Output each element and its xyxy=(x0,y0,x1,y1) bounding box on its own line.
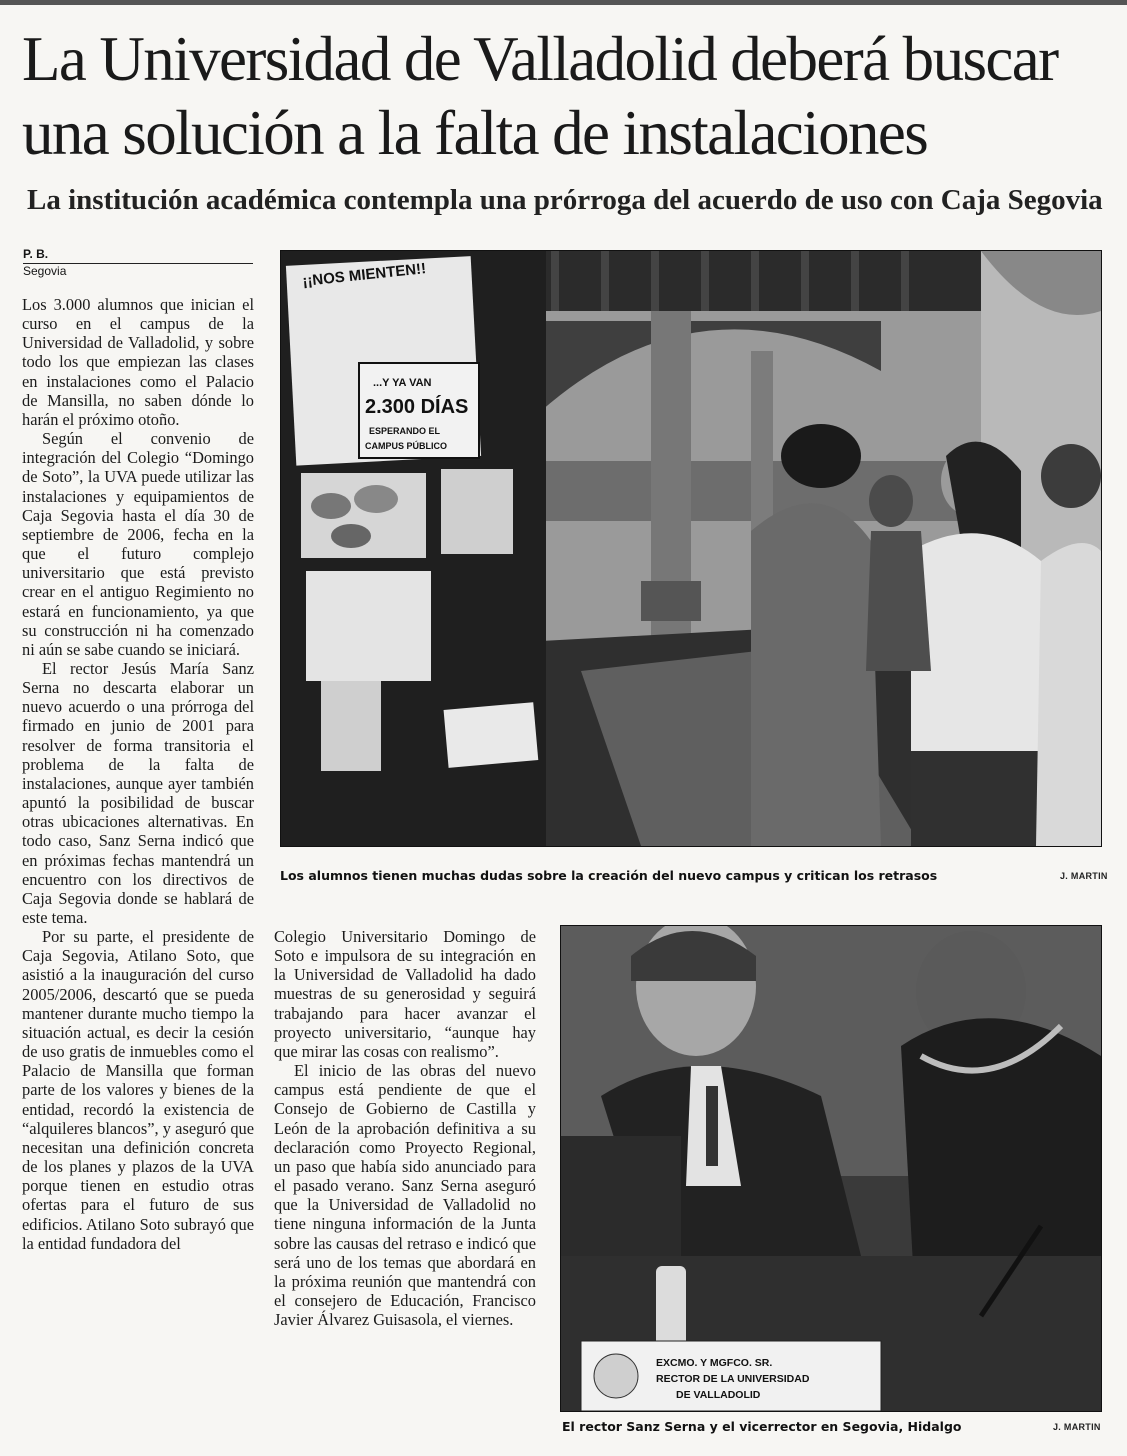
students-photo-illustration xyxy=(281,251,1101,846)
rector-photo-illustration xyxy=(561,926,1101,1411)
headline: La Universidad de Valladolid deberá buscar una solución a la falta de instalaciones xyxy=(22,24,1058,168)
rector-photo xyxy=(560,925,1102,1412)
photo-caption: Los alumnos tienen muchas dudas sobre la creación del nuevo campus y critican los retrasos xyxy=(280,868,938,883)
students-photo xyxy=(280,250,1102,847)
photo-caption: El rector Sanz Serna y el vicerrector en Segovia, Hidalgo xyxy=(562,1419,962,1434)
byline xyxy=(23,247,253,279)
paragraph: El rector Jesús María Sanz Serna no descarta elaborar un nuevo acuerdo o una prórroga del firmado en junio de 2001 para resolver de forma transitoria el problema de la falta de instalaciones, aunque ayer también apuntó la posibilidad de buscar otras ubicaciones alternativas. En todo caso, Sanz Serna indicó que en próximas fechas mantendrá un encuentro con los directivos de Caja Segovia donde se hablará de este tema. xyxy=(22,658,254,927)
byline-author: P. B. xyxy=(23,247,253,264)
protest-sign-days: 2.300 DÍAS xyxy=(365,396,469,418)
protest-sign-line: ESPERANDO EL xyxy=(369,426,441,436)
nameplate-line: DE VALLADOLID xyxy=(676,1389,761,1401)
protest-sign-line: CAMPUS PÚBLICO xyxy=(365,441,448,451)
paragraph: El inicio de las obras del nuevo campus está pendiente de que el Consejo de Gobierno de Castilla y León de la aprobación definitiva a su declaración como Proyecto Regional, un paso que había sido anunciado para el pasado verano. Sanz Serna aseguró que la Universidad de Valladolid no tiene ninguna información de la Junta sobre las causas del retraso e indicó que será uno de los temas que abordará en la próxima reunión que mantendrá con el consejero de Educación, Francisco Javier Álvarez Guisasola, el viernes. xyxy=(274,1061,536,1330)
nameplate-line: RECTOR DE LA UNIVERSIDAD xyxy=(656,1373,810,1385)
nameplate-line: EXCMO. Y MGFCO. SR. xyxy=(656,1357,773,1369)
article-column-2 xyxy=(274,927,536,1447)
paragraph: Según el convenio de integración del Colegio “Domingo de Soto”, la UVA puede utilizar las instalaciones y equipamientos de Caja Segovia hasta el día 30 de septiembre de 2006, fecha en la que el futuro complejo universitario que está previsto crear en el antiguo Regimiento no estará en funcionamiento, ya que su construcción ni ha comenzado ni aún se sabe cuando se iniciará. xyxy=(22,429,254,659)
photo-credit: J. MARTIN xyxy=(1060,871,1108,881)
protest-sign-line: ...Y YA VAN xyxy=(373,377,432,389)
paragraph: Por su parte, el presidente de Caja Segovia, Atilano Soto, que asistió a la inauguración del curso 2005/2006, descartó que se pueda mantener durante mucho tiempo la situación actual, es decir la cesión de uso gratis de inmuebles como el Palacio de Mansilla que forman parte de los valores y bienes de la entidad, recordó la existencia de “alquileres blancos”, y aseguró que necesitan una definición concreta de los planes y plazos de la UVA porque tienen en estudio otras ofertas para el futuro de sus edificios. Atilano Soto subrayó que la entidad fundadora del xyxy=(22,927,254,1253)
top-rule xyxy=(0,0,1127,5)
protest-sign-headline: ¡¡NOS MIENTEN!! xyxy=(301,260,427,290)
paragraph: Colegio Universitario Domingo de Soto e impulsora de su integración en la Universidad de Valladolid ha dado muestras de su generosidad y seguirá trabajando para hacer avanzar el proyecto universitario, “aunque hay que mirar las cosas con realismo”. xyxy=(274,927,536,1061)
photo-credit: J. MARTIN xyxy=(1053,1422,1101,1432)
subheadline: La institución académica contempla una prórroga del acuerdo de uso con Caja Segovia xyxy=(27,184,1103,216)
paragraph: Los 3.000 alumnos que inician el curso en el campus de la Universidad de Valladolid, y sobre todo los que empiezan las clases en instalaciones como el Palacio de Mansilla, no saben dónde lo harán el próximo otoño. xyxy=(22,295,254,429)
byline-place: Segovia xyxy=(23,264,67,278)
article-column-1 xyxy=(22,295,254,1445)
